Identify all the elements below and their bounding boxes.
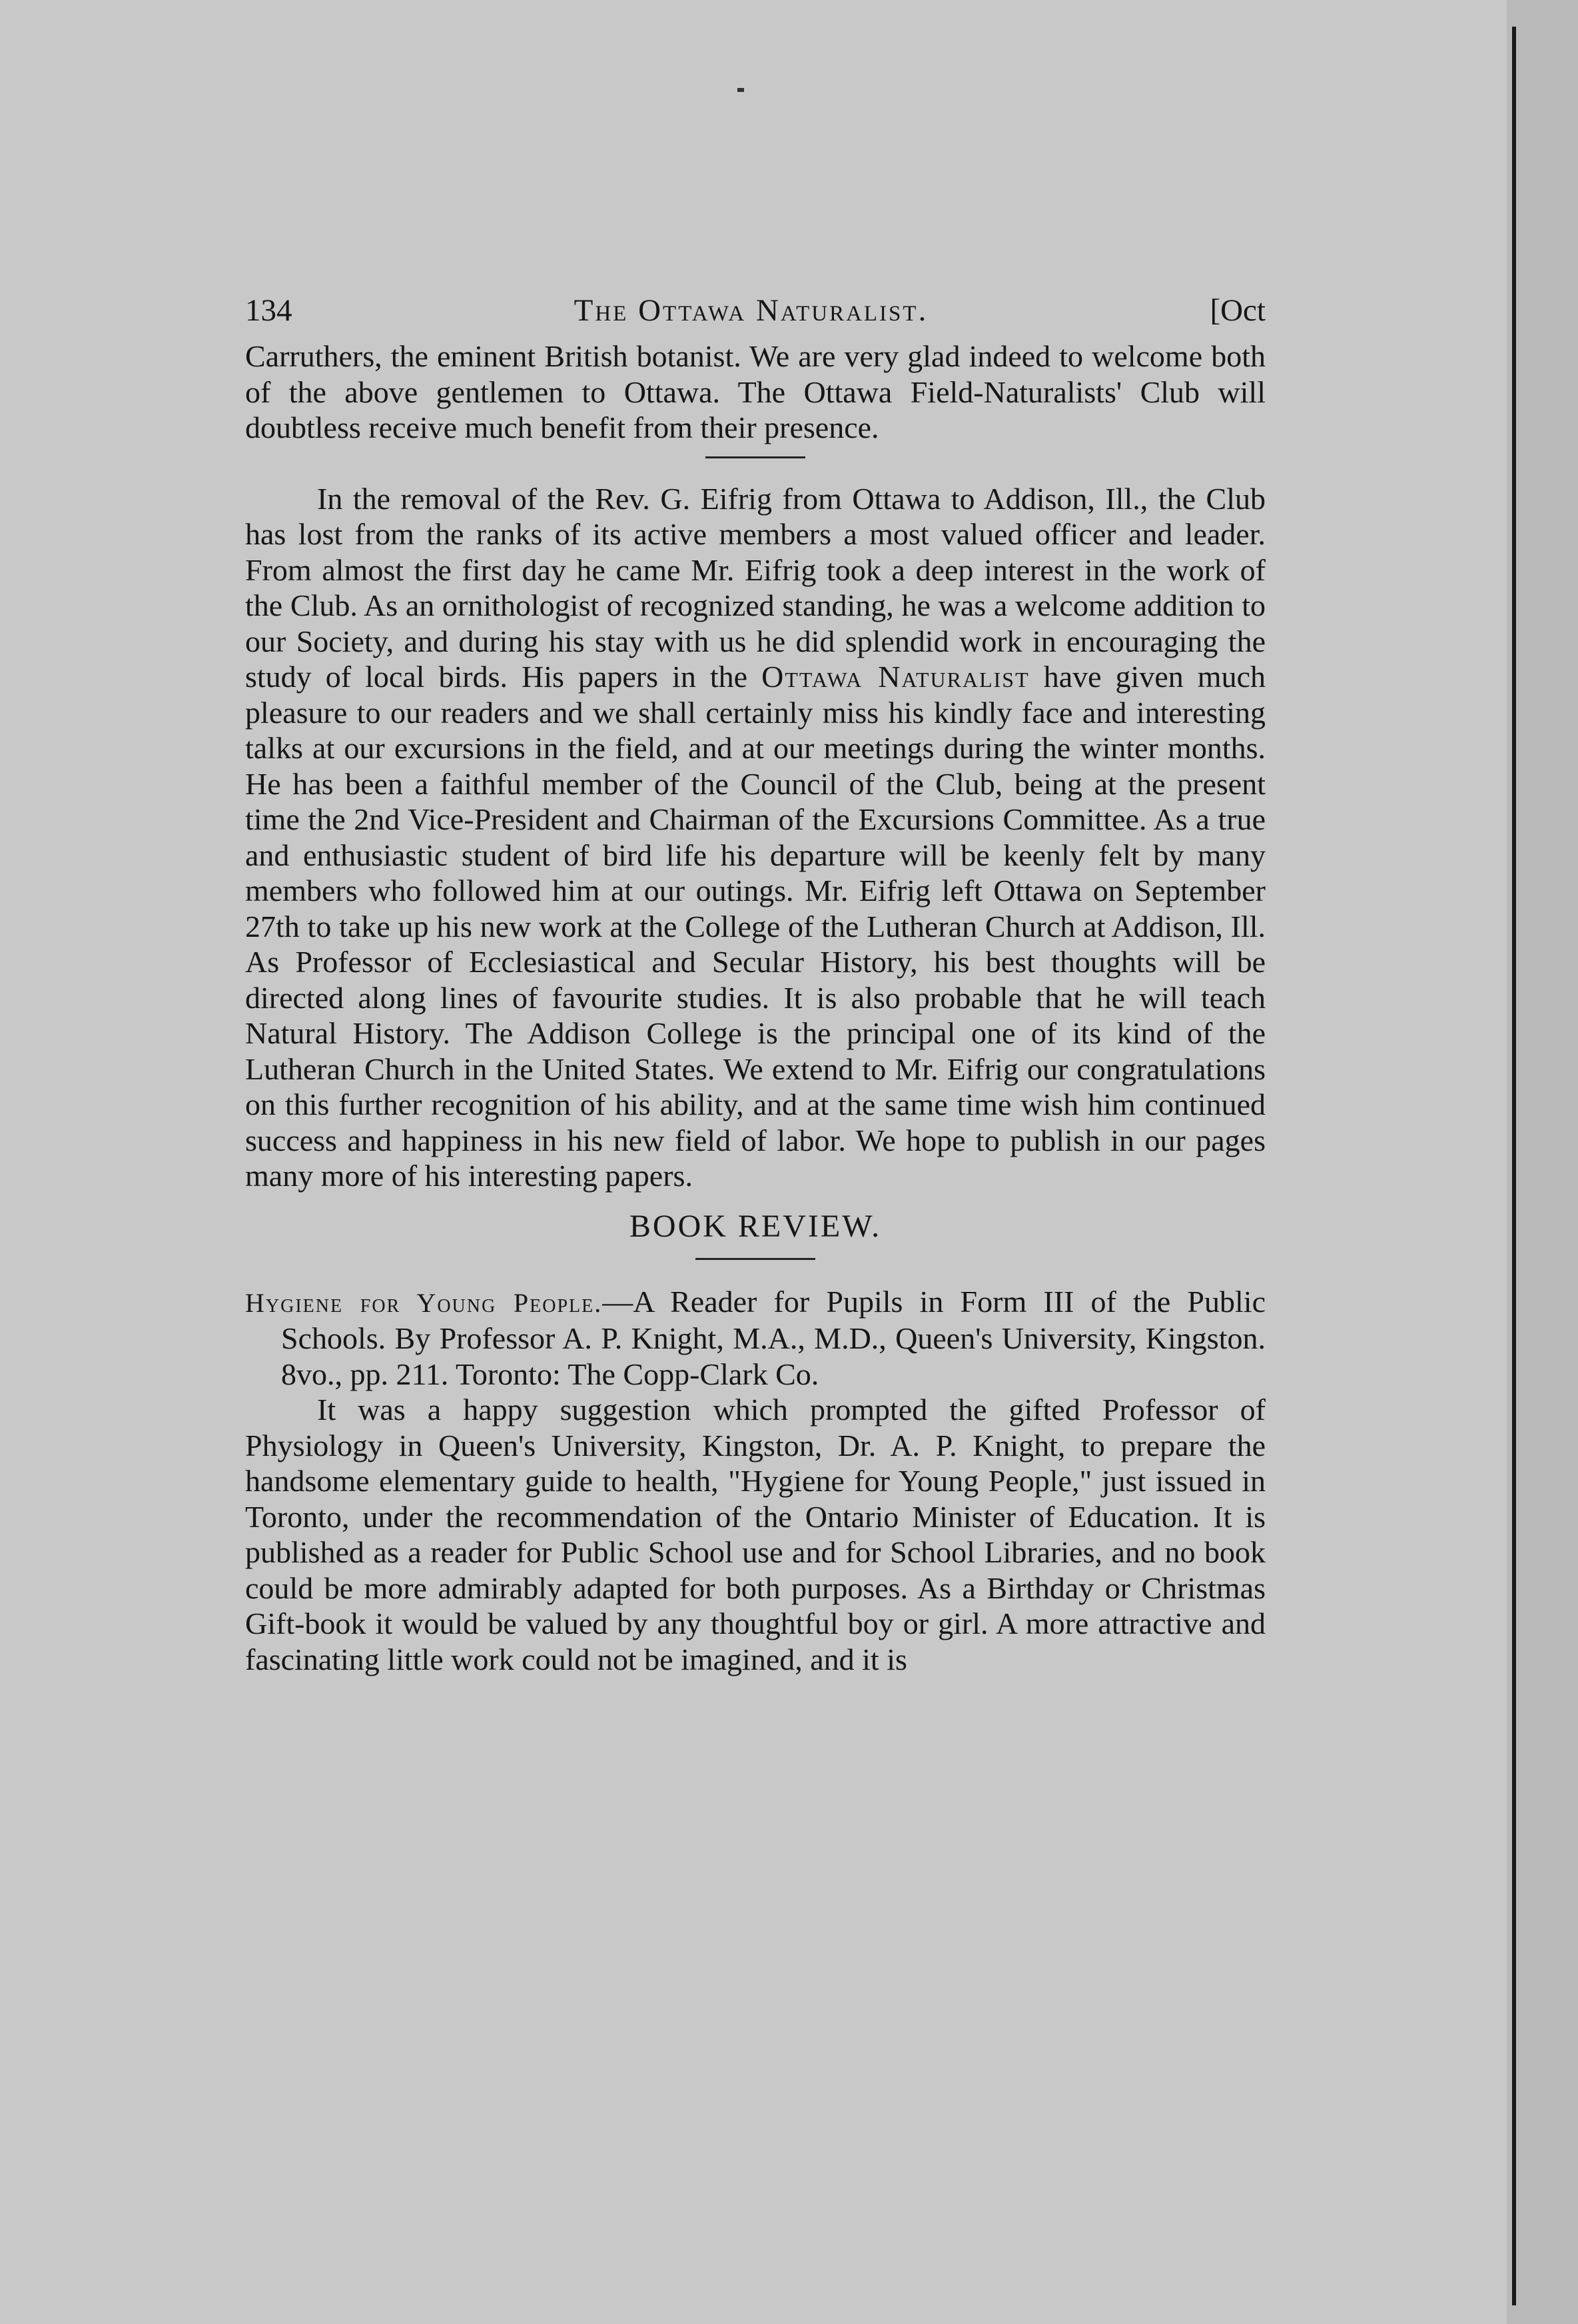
book-review-heading: BOOK REVIEW. bbox=[629, 1208, 882, 1244]
paragraph-eifrig-part2: have given much pleasure to our readers and we shall certainly miss his kindly face and interesting talks at our excursions in the field, and at our meetings during the winter months. He has been a faithful member of the Council of the Club, being at the present time the 2nd Vice-President and Chairman of the Excursions Committee. As a true and enthusiastic student of bird life his departure will be keenly felt by many members who followed him at our outings. Mr. Eifrig left Ottawa on September 27th to take up his new work at the College of the Lutheran Church at Addison, Ill. As Professor of Ecclesiastical and Secular History, his best thoughts will be directed along lines of favourite studies. It is also probable that he will teach Natural History. The Addison College is the principal one of its kind of the Lutheran Church in the United States. We extend to Mr. Eifrig our congratulations on this further recognition of his ability, and at the same time wish him continued success and happiness in his new field of labor. We hope to publish in our pages many more of his interesting papers. bbox=[245, 660, 1266, 1193]
heading-divider bbox=[695, 1258, 815, 1260]
paragraph-eifrig bbox=[245, 481, 1266, 1194]
journal-title: The Ottawa Naturalist. bbox=[574, 293, 929, 328]
binding-line bbox=[1512, 27, 1516, 2305]
paragraph-eifrig-part1: In the removal of the Rev. G. Eifrig from Ottawa to Addison, Ill., the Club has lost from the ranks of its active members a most valued officer and leader. From almost the first day he came Mr. Eifrig took a deep interest in the work of the Club. As an ornithologist of recognized standing, he was a welcome addition to our Society, and during his stay with us he did splendid work in encouraging the study of local birds. His papers in the bbox=[245, 481, 1266, 694]
running-head bbox=[245, 293, 1266, 333]
page-edge bbox=[1507, 0, 1578, 2324]
page-mark bbox=[737, 88, 744, 92]
review-body: It was a happy suggestion which prompted the gifted Professor of Physiology in Queen's University, Kingston, Dr. A. P. Knight, to prepare the handsome elementary guide to health, "Hygiene for Young People," just issued in Toronto, under the recommendation of the Ontario Minister of Education. It is published as a reader for Public School use and for School Libraries, and no book could be more admirably adapted for both purposes. As a Birthday or Christmas Gift-book it would be valued by any thoughtful boy or girl. A more attractive and fascinating little work could not be imagined, and it is bbox=[245, 1393, 1266, 1676]
page-number: 134 bbox=[245, 293, 292, 328]
book-citation-details: —A Reader for Pupils in Form III of the Public Schools. By Professor A. P. Knight, M.A., M.D., Queen's University, Kingston. 8vo., pp. 211. Toronto: The Copp-Clark Co. bbox=[281, 1284, 1266, 1391]
issue-month: [Oct bbox=[1210, 293, 1266, 328]
book-citation bbox=[245, 1284, 1266, 1393]
paragraph-continued: Carruthers, the eminent British botanist. We are very glad indeed to welcome both of the above gentlemen to Ottawa. The Ottawa Field-Naturalists' Club will doubtless receive much benefit from their presence. bbox=[245, 339, 1266, 444]
section-divider bbox=[705, 456, 805, 458]
page-text bbox=[245, 293, 1266, 1677]
journal-name-inline: Ottawa Naturalist bbox=[761, 660, 1030, 694]
book-title: Hygiene for Young People. bbox=[245, 1287, 603, 1318]
